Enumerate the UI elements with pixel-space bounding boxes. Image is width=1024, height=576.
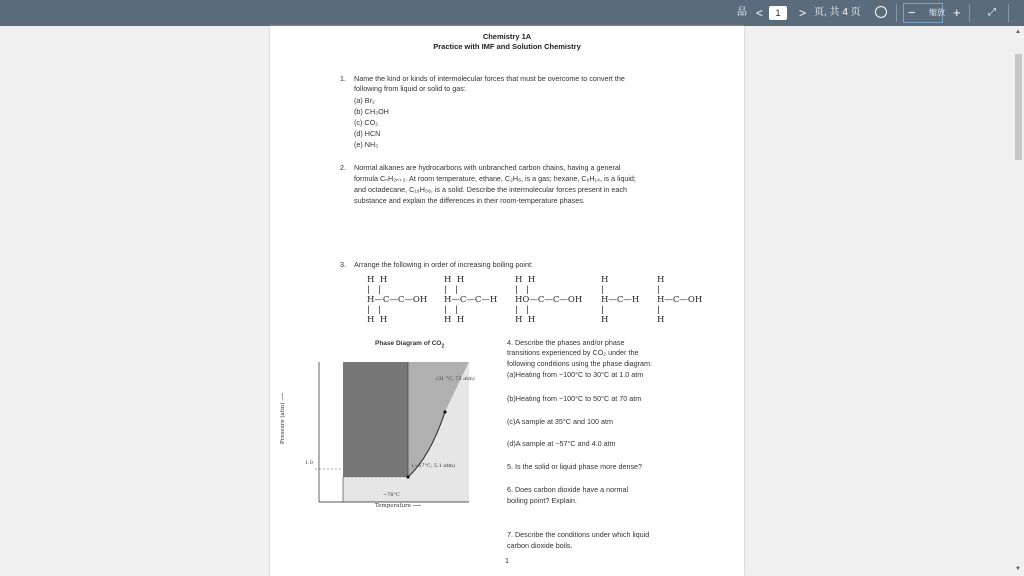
page-number-input[interactable]: 1: [769, 6, 787, 20]
triple-point-label: (−57°C, 5.1 atm): [412, 463, 456, 469]
structure-methanol: H | H—C—OH | H: [657, 275, 703, 325]
expand-icon[interactable]: ⤢: [988, 7, 996, 18]
q6-line: 6. Does carbon dioxide have a normal: [507, 485, 629, 494]
q4-line: transitions experienced by CO₂ under the: [507, 348, 639, 357]
q4-line: 4. Describe the phases and/or phase: [507, 338, 625, 347]
x-axis-label: Temperature ⟶: [375, 503, 421, 509]
viewer-toolbar: [0, 0, 1024, 26]
q2-line: Normal alkanes are hydrocarbons with unbranched carbon chains, having a general: [354, 163, 621, 172]
page-subtitle: Practice with IMF and Solution Chemistry: [433, 42, 581, 51]
sublimation-temp-label: −78°C: [383, 492, 400, 498]
toolbar-divider: [969, 4, 970, 22]
q1-item: (a) Br₂: [354, 96, 375, 105]
zoom-level-label[interactable]: 缩放: [929, 8, 945, 17]
structure-methane: H | H—C—H | H: [601, 275, 640, 325]
q4-c: (c)A sample at 35°C and 100 atm: [507, 417, 613, 426]
toolbar-divider: [1008, 4, 1009, 22]
q1-item: (e) NH₃: [354, 140, 379, 149]
q2-line: formula CₙH₂ₙ₊₂. At room temperature, ethane, C₂H₆, is a gas; hexane, C₆H₁₄, is a liquid;: [354, 174, 636, 183]
q2-number: 2.: [340, 163, 346, 172]
next-page-button[interactable]: >: [799, 6, 807, 20]
q2-line: and octadecane, C₁₈H₃₈, is a solid. Describe the intermolecular forces present in each: [354, 185, 627, 194]
structure-ethane: H H | | H—C—C—H | | H H: [444, 275, 498, 325]
document-page: [270, 26, 744, 576]
thumbnails-icon[interactable]: 品: [737, 7, 747, 18]
diagram-title: Phase Diagram of $CO_2$: [375, 340, 445, 350]
q1-line: following from liquid or solid to gas:: [354, 84, 466, 93]
solid-region: [343, 362, 408, 477]
q2-line: substance and explain the differences in their room-temperature phases.: [354, 196, 585, 205]
q1-item: (c) CO₂: [354, 118, 378, 127]
page-total-label: 页, 共 4 页: [814, 7, 861, 18]
scroll-down-icon[interactable]: ▼: [1015, 566, 1021, 572]
page-number: 1: [505, 556, 509, 565]
scrollbar-thumb[interactable]: [1015, 54, 1022, 160]
y-axis-label: Pressure (atm) ⟶: [280, 392, 286, 444]
scroll-up-icon[interactable]: ▲: [1015, 29, 1021, 35]
q3-number: 3.: [340, 260, 346, 269]
q4-b: (b)Heating from −100°C to 50°C at 70 atm: [507, 394, 642, 403]
structure-ethanol: H H | | H—C—C—OH | | H H: [367, 275, 428, 325]
q4-d: (d)A sample at −57°C and 4.0 atm: [507, 439, 616, 448]
q6-line: boiling point? Explain.: [507, 496, 577, 505]
critical-point-label: (31 °C, 73 atm): [436, 376, 475, 382]
page-title: Chemistry 1A: [482, 32, 532, 41]
zoom-out-button[interactable]: −: [908, 5, 916, 20]
q4-line: (a)Heating from −100°C to 30°C at 1.0 atm: [507, 370, 644, 379]
q7-line: 7. Describe the conditions under which liquid: [507, 530, 650, 539]
rotate-icon[interactable]: [875, 6, 887, 18]
q7-line: carbon dioxide boils.: [507, 541, 573, 550]
q5-text: 5. Is the solid or liquid phase more dense?: [507, 462, 643, 471]
q4-line: following conditions using the phase diagram:: [507, 359, 653, 368]
zoom-in-button[interactable]: +: [953, 5, 961, 20]
pressure-1atm-label: 1.0: [305, 460, 313, 466]
q1-line: Name the kind or kinds of intermolecular forces that must be overcome to convert the: [354, 74, 625, 83]
toolbar-divider: [896, 4, 897, 22]
q3-text: Arrange the following in order of increasing boiling point:: [354, 260, 533, 269]
structure-ethylene-glycol: H H | | HO—C—C—OH | | H H: [515, 275, 583, 325]
q1-item: (b) CH₃OH: [354, 107, 389, 116]
q1-number: 1.: [340, 74, 346, 83]
q1-item: (d) HCN: [354, 129, 381, 138]
prev-page-button[interactable]: <: [756, 6, 764, 20]
